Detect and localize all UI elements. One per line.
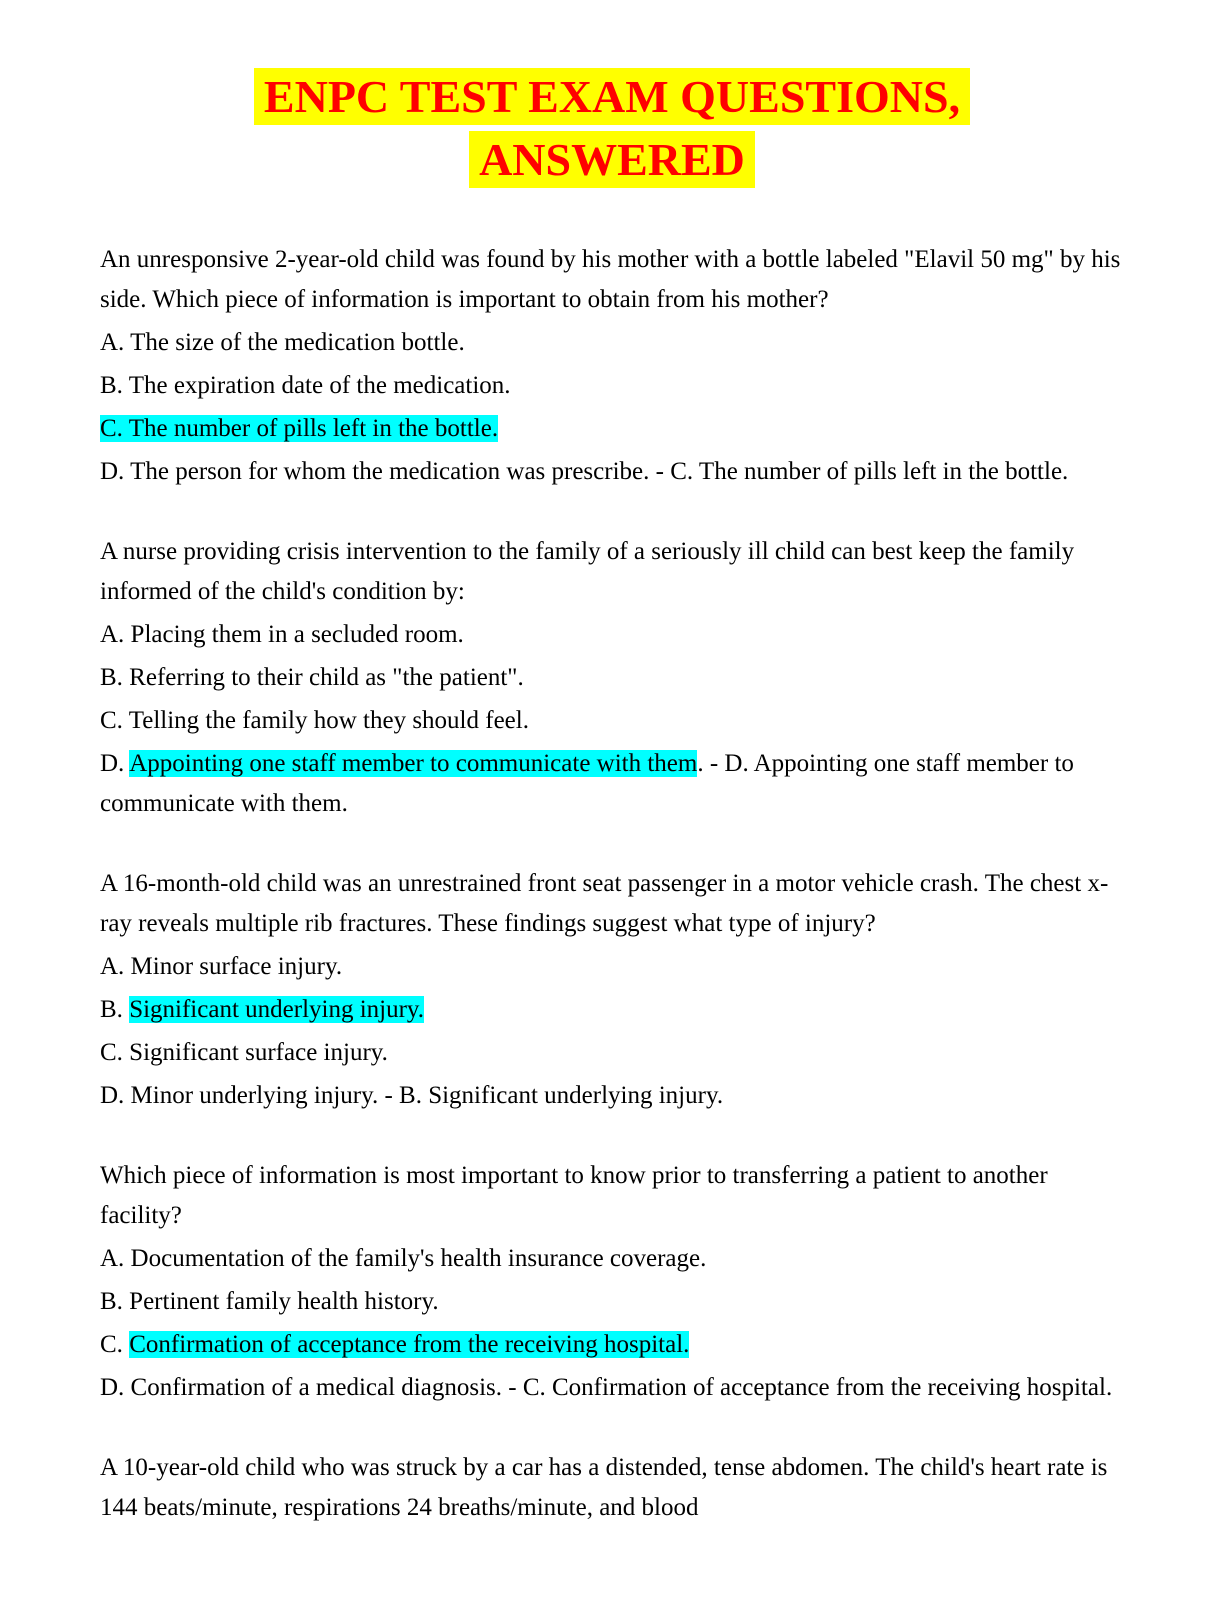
answer-option <box>100 366 1124 406</box>
answer-text: A. Documentation of the family's health insurance coverage. <box>100 1244 707 1272</box>
answer-option <box>100 1282 1124 1322</box>
answer-option <box>100 701 1124 741</box>
answer-option <box>100 658 1124 698</box>
answer-text: A. Minor surface injury. <box>100 952 343 980</box>
question-block <box>100 864 1124 1116</box>
answer-text: D. The person for whom the medication was prescribe. - C. The number of pills left in the bottle. <box>100 457 1069 485</box>
highlighted-answer-text: Significant underlying injury. <box>129 995 425 1023</box>
question-stem: An unresponsive 2-year-old child was found by his mother with a bottle labeled "Elavil 50 mg" by his side. Which piece of information is important to obtain from his mother? <box>100 245 1121 313</box>
page-title-line1: ENPC TEST EXAM QUESTIONS, <box>254 68 970 125</box>
highlighted-answer-text: C. The number of pills left in the bottle. <box>100 414 499 442</box>
answer-text: D. Confirmation of a medical diagnosis. - C. Confirmation of acceptance from the receiving hospital. <box>100 1373 1113 1401</box>
page-title <box>100 65 1124 192</box>
answer-option <box>100 1033 1124 1073</box>
question-stem: A 16-month-old child was an unrestrained front seat passenger in a motor vehicle crash. The chest x-ray reveals multiple rib fractures. These findings suggest what type of injury? <box>100 869 1109 937</box>
answer-option <box>100 615 1124 655</box>
answer-text: B. The expiration date of the medication. <box>100 371 511 399</box>
answer-text: C. Significant surface injury. <box>100 1038 388 1066</box>
question-block <box>100 1156 1124 1408</box>
answer-text: . - D. Appointing one staff member to communicate with them. <box>100 749 1074 817</box>
question-block <box>100 240 1124 492</box>
answer-text: B. Referring to their child as "the patient". <box>100 663 524 691</box>
question-block <box>100 1448 1124 1528</box>
answer-option <box>100 990 1124 1030</box>
answer-text: C. <box>100 1330 130 1358</box>
answer-option <box>100 1076 1124 1116</box>
answer-option <box>100 452 1124 492</box>
answer-option <box>100 323 1124 363</box>
answer-text: B. Pertinent family health history. <box>100 1287 439 1315</box>
answer-text: A. Placing them in a secluded room. <box>100 620 464 648</box>
page-title-line2: ANSWERED <box>469 131 755 188</box>
answer-option <box>100 1325 1124 1365</box>
answer-option <box>100 947 1124 987</box>
answer-text: B. <box>100 995 130 1023</box>
answer-option <box>100 1368 1124 1408</box>
answer-option <box>100 744 1124 824</box>
highlighted-answer-text: Appointing one staff member to communicate with them <box>129 749 698 777</box>
question-stem: A nurse providing crisis intervention to the family of a seriously ill child can best keep the family informed of the child's condition by: <box>100 537 1075 605</box>
answer-text: D. <box>100 749 130 777</box>
answer-option <box>100 1239 1124 1279</box>
question-stem: Which piece of information is most important to know prior to transferring a patient to another facility? <box>100 1161 1048 1229</box>
highlighted-answer-text: Confirmation of acceptance from the receiving hospital. <box>129 1330 690 1358</box>
answer-option <box>100 409 1124 449</box>
question-block <box>100 532 1124 824</box>
question-stem: A 10-year-old child who was struck by a car has a distended, tense abdomen. The child's heart rate is 144 beats/minute, respirations 24 breaths/minute, and blood <box>100 1453 1108 1521</box>
answer-text: D. Minor underlying injury. - B. Significant underlying injury. <box>100 1081 724 1109</box>
answer-text: C. Telling the family how they should feel. <box>100 706 529 734</box>
answer-text: A. The size of the medication bottle. <box>100 328 465 356</box>
questions-list <box>100 240 1124 1528</box>
